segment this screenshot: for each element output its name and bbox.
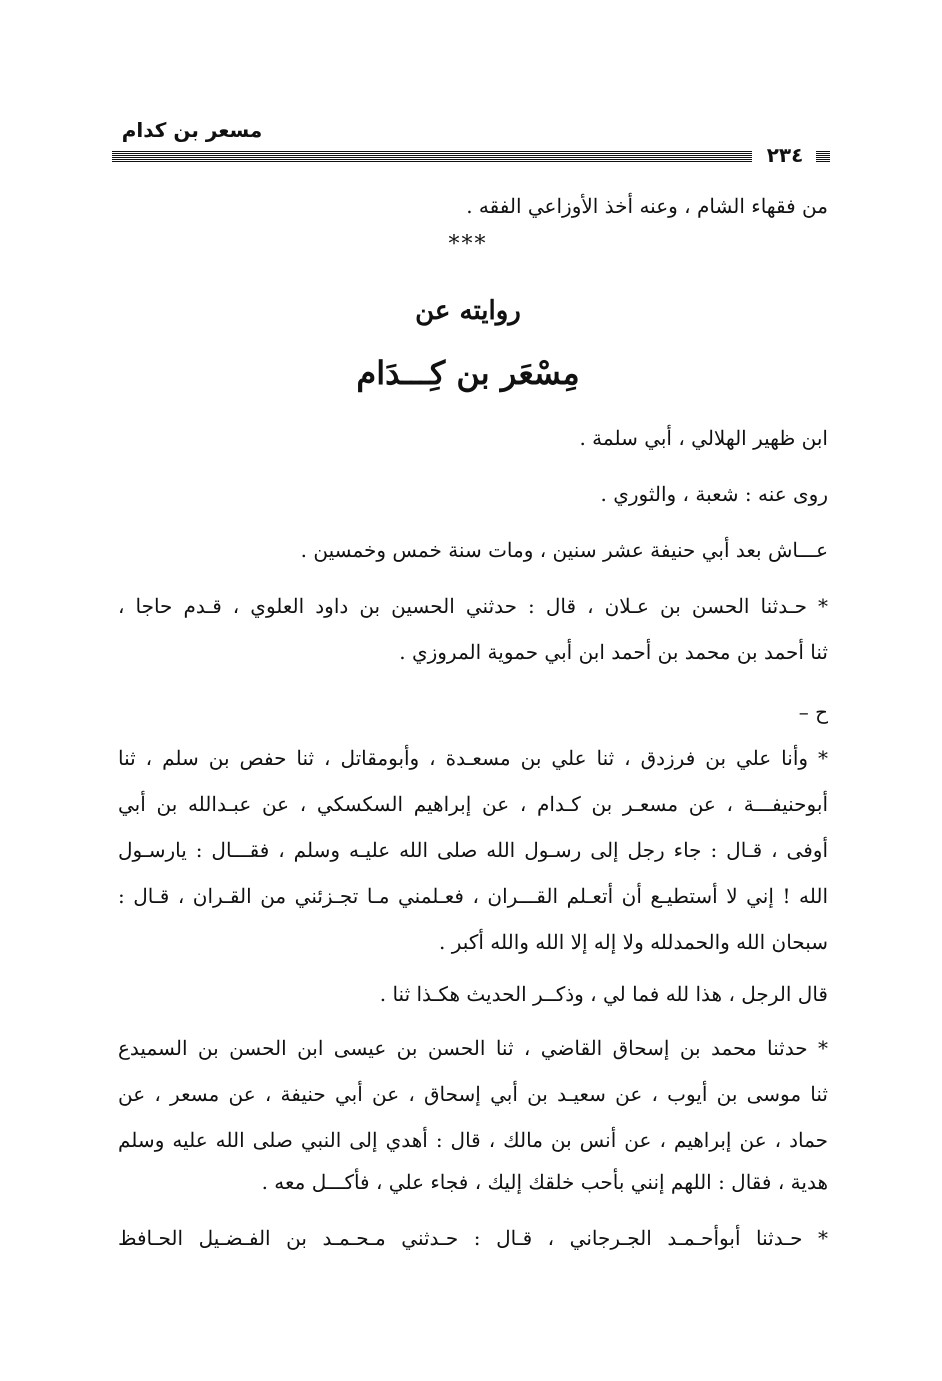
running-title: مسعر بن كدام xyxy=(121,118,263,142)
section-subheading: مِسْعَر بن كِـــدَام xyxy=(356,354,580,392)
page-number: ٢٣٤ xyxy=(766,143,804,167)
text-line-6: ثنا أحمد بن محمد بن أحمد ابن أبي حموية المروزي . xyxy=(399,640,828,664)
text-line-15: ثنا موسى بن أيوب ، عن سعيـد بن أبي إسحاق ، عن أبي حنيفة ، عن مسعر ، عن xyxy=(118,1082,828,1106)
text-line-17: هدية ، فقال : اللهم إنني بأحب خلقك إليك ، فجاء علي ، فأكـــل معه . xyxy=(261,1170,828,1194)
text-line-10: أوفى ، قـال : جاء رجل إلى رسـول الله صلى الله عليـه وسلم ، فقـــال : يارسـول xyxy=(118,838,828,862)
text-line-8: * وأنا علي بن فرزدق ، ثنا علي بن مسعـدة ، وأبومقاتل ، ثنا حفص بن سلم ، ثنا xyxy=(118,746,828,770)
text-line-11: الله ! إني لا أستطيـع أن أتعـلم القـــران ، فعـلمني مـا تجـزئني من القـران ، قـال : xyxy=(118,884,828,908)
text-line-7: ح – xyxy=(798,700,828,724)
text-line-18: * حـدثنا أبوأحـمـد الجـرجاني ، قـال : حـدثني مـحـمـد بن الفـضـيل الحـافظ xyxy=(118,1226,828,1250)
text-line-3: روى عنه : شعبة ، والثوري . xyxy=(600,482,828,506)
text-line-13: قال الرجل ، هذا لله فما لي ، وذكــر الحديث هكـذا ثنا . xyxy=(379,982,828,1006)
text-line-12: سبحان الله والحمدلله ولا إله إلا الله والله أكبر . xyxy=(439,930,828,954)
section-separator: *** xyxy=(448,232,488,257)
text-line-4: عـــاش بعد أبي حنيفة عشر سنين ، ومات سنة خمس وخمسين . xyxy=(300,538,828,562)
text-line-5: * حـدثنا الحسن بن عـلان ، قال : حدثني الحسين بن داود العلوي ، قـدم حاجا ، xyxy=(118,594,828,618)
header-rule-line-left xyxy=(112,150,752,162)
text-line-2: ابن ظهير الهلالي ، أبي سلمة . xyxy=(579,426,828,450)
text-line-1: من فقهاء الشام ، وعنه أخذ الأوزاعي الفقه . xyxy=(466,194,828,218)
text-line-14: * حدثنا محمد بن إسحاق القاضي ، ثنا الحسن بن عيسى ابن الحسن بن السميدع xyxy=(118,1036,828,1060)
header-rule xyxy=(112,143,830,169)
header-rule-line-right xyxy=(816,150,830,162)
text-line-16: حماد ، عن إبراهيم ، عن أنس بن مالك ، قال : أهدي إلى النبي صلى الله عليه وسلم xyxy=(118,1128,828,1152)
section-heading: روايته عن xyxy=(415,296,521,326)
text-line-9: أبوحنيفـــة ، عن مسعـر بن كـدام ، عن إبراهيم السكسكي ، عن عبـدالله بن أبي xyxy=(118,792,828,816)
